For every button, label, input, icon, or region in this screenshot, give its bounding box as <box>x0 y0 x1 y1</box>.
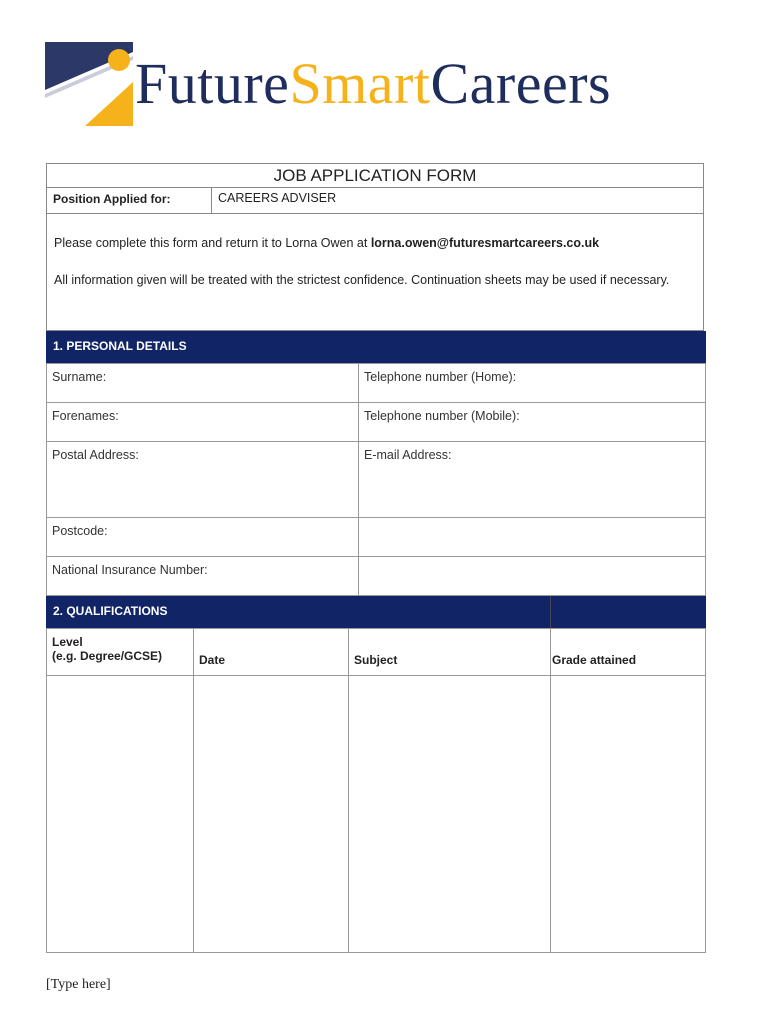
qualifications-heading: 2. QUALIFICATIONS <box>46 596 706 628</box>
intro-instructions: Please complete this form and return it to Lorna Owen at lorna.owen@futuresmartcareers.co.uk <box>54 236 600 250</box>
tel-mobile-field[interactable]: Telephone number (Mobile): <box>358 402 706 442</box>
form-title: JOB APPLICATION FORM <box>273 166 477 185</box>
col-date-header: Date <box>193 628 349 676</box>
position-value[interactable]: CAREERS ADVISER <box>218 191 337 205</box>
tel-home-field[interactable]: Telephone number (Home): <box>358 363 706 403</box>
footer-placeholder[interactable]: [Type here] <box>46 977 111 992</box>
col-level-header: Level (e.g. Degree/GCSE) <box>46 628 194 676</box>
email-address-field[interactable]: E-mail Address: <box>358 441 706 518</box>
postal-address-field[interactable]: Postal Address: <box>46 441 359 518</box>
forenames-field[interactable]: Forenames: <box>46 402 359 442</box>
ni-number-field[interactable]: National Insurance Number: <box>46 556 359 596</box>
logo-emblem-icon <box>45 42 135 128</box>
position-row <box>46 187 704 214</box>
position-divider <box>211 188 212 214</box>
level-entry-cell[interactable] <box>46 675 194 953</box>
company-logo <box>45 42 685 132</box>
logo-wordmark: FutureSmartCareers <box>135 51 612 116</box>
col-subject-header: Subject <box>348 628 551 676</box>
col-grade-header: Grade attained <box>550 628 706 676</box>
surname-field[interactable]: Surname: <box>46 363 359 403</box>
confidentiality-note: All information given will be treated with the strictest confidence. Continuation sheets may be used if necessary. <box>54 273 670 287</box>
postcode-field[interactable]: Postcode: <box>46 517 359 557</box>
ni-blank-cell <box>358 556 706 596</box>
date-entry-cell[interactable] <box>193 675 349 953</box>
qualifications-heading-divider <box>550 596 551 628</box>
position-label: Position Applied for: <box>53 192 171 206</box>
subject-entry-cell[interactable] <box>348 675 551 953</box>
grade-entry-cell[interactable] <box>550 675 706 953</box>
postcode-blank-cell <box>358 517 706 557</box>
personal-details-heading: 1. PERSONAL DETAILS <box>46 331 706 363</box>
contact-email[interactable]: lorna.owen@futuresmartcareers.co.uk <box>370 236 600 250</box>
